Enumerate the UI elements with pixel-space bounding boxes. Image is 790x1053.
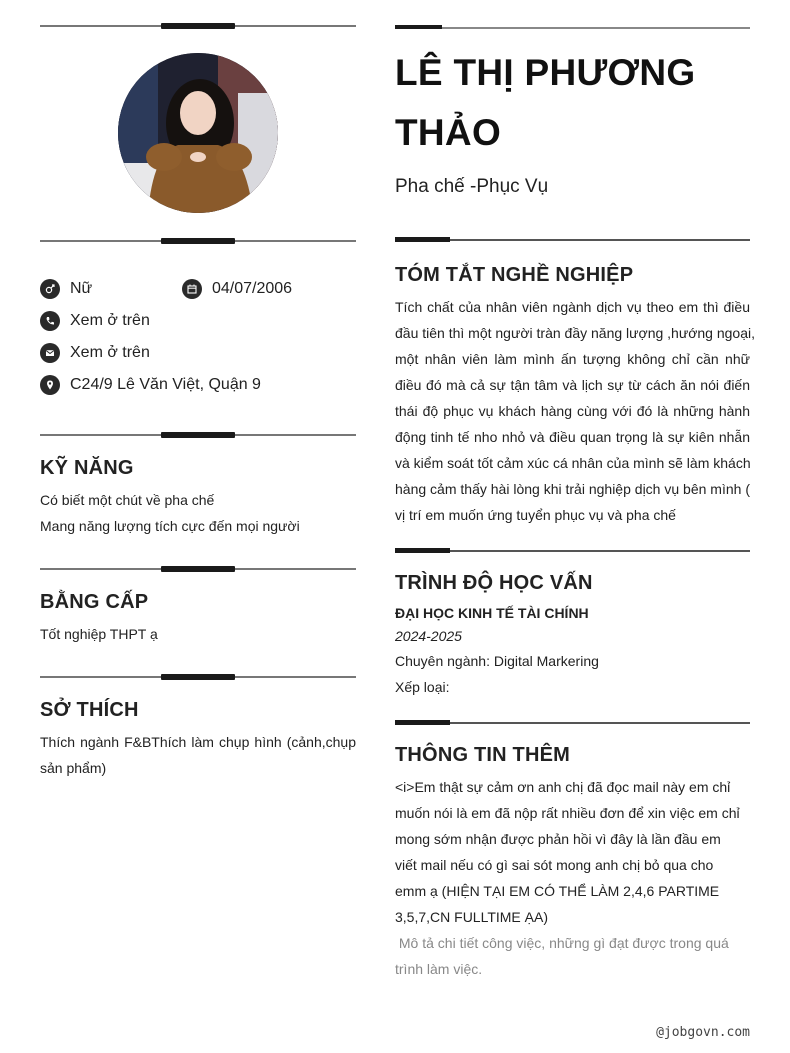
divider <box>395 237 750 242</box>
gender-row <box>40 279 92 299</box>
summary-title: TÓM TẮT NGHỀ NGHIỆP <box>395 264 634 286</box>
gender-value: Nữ <box>70 280 93 297</box>
extra-line: 3,5,7,CN FULLTIME ẠA) <box>395 909 549 925</box>
birthday-row <box>182 279 292 299</box>
footer-watermark: @jobgovn.com <box>656 1025 750 1040</box>
birthday-value: 04/07/2006 <box>212 280 293 297</box>
email-row <box>40 343 150 363</box>
email-value: Xem ở trên <box>70 344 150 361</box>
address-value: C24/9 Lê Văn Việt, Quận 9 <box>70 376 261 393</box>
address-row <box>40 375 261 395</box>
divider <box>40 238 356 244</box>
education-title: TRÌNH ĐỘ HỌC VẤN <box>395 572 593 594</box>
extra-title: THÔNG TIN THÊM <box>395 744 571 766</box>
skills-line: Có biết một chút về pha chế <box>40 492 215 508</box>
summary-line: động tinh tế nho nhỏ và điều quan trọng là sự kiên nhẫn <box>395 429 750 445</box>
hobbies-line: Thích ngành F&BThích làm chụp hình (cảnh,chụp <box>40 734 356 750</box>
full-name-line1: LÊ THỊ PHƯƠNG <box>395 52 696 93</box>
hobbies-title: SỞ THÍCH <box>40 699 139 721</box>
divider <box>40 674 356 680</box>
extra-line: mong sớm nhận được phản hồi vì đây là lần đầu em <box>395 831 721 847</box>
location-icon <box>40 375 60 395</box>
calendar-icon <box>182 279 202 299</box>
divider <box>395 720 750 725</box>
education-major: Chuyên ngành: Digital Markering <box>395 653 599 669</box>
extra-grey-line: trình làm việc. <box>395 961 483 977</box>
job-title: Pha chế -Phục Vụ <box>395 176 549 197</box>
summary-line: vị trí em muốn ứng tuyển phục vụ và pha chế <box>395 507 676 523</box>
extra-line: viết mail nếu có gì sai sót mong anh chị bỏ qua cho <box>395 857 714 873</box>
phone-value: Xem ở trên <box>70 312 150 329</box>
avatar <box>118 53 278 213</box>
phone-icon <box>40 311 60 331</box>
summary-line: hàng cảm thấy hài lòng khi trải nghiệp dịch vụ bên mình ( <box>395 481 750 497</box>
education-years: 2024-2025 <box>395 628 462 644</box>
summary-line: một nhân viên làm mình ấn tượng không chỉ cần nhữ <box>395 351 750 367</box>
summary-line: điều đó mà cả sự tận tâm và lịch sự từ cách ăn nói điến <box>395 377 750 393</box>
phone-row <box>40 311 150 331</box>
summary-line: Tích chất của nhân viên ngành dịch vụ theo em thì điều <box>395 299 750 315</box>
divider <box>395 25 750 30</box>
divider <box>395 548 750 553</box>
skills-line: Mang năng lượng tích cực đến mọi người <box>40 518 300 534</box>
education-school: ĐẠI HỌC KINH TẾ TÀI CHÍNH <box>395 605 589 621</box>
divider <box>40 432 356 438</box>
full-name-line2: THẢO <box>395 112 502 153</box>
divider <box>40 566 356 572</box>
summary-line: và kiểm soát tốt cảm xúc cá nhân của mình sẽ làm khách <box>395 455 751 471</box>
avatar-photo <box>118 53 278 213</box>
extra-grey-line: Mô tả chi tiết công việc, những gì đạt được trong quá <box>395 935 729 951</box>
email-icon <box>40 343 60 363</box>
certificates-title: BẰNG CẤP <box>40 591 149 613</box>
skills-title: KỸ NĂNG <box>40 457 134 479</box>
summary-line: thái độ phục vụ khách hàng cùng với đó là những hành <box>395 403 750 419</box>
summary-line: đầu tiên thì một người tràn đầy năng lượng ,hướng ngoại, <box>395 325 755 341</box>
extra-line: emm ạ (HIỆN TẠI EM CÓ THỂ LÀM 2,4,6 PARTIME <box>395 883 720 899</box>
extra-line: <i>Em thật sự cảm ơn anh chị đã đọc mail này em chỉ <box>395 779 731 795</box>
gender-icon <box>40 279 60 299</box>
education-rank: Xếp loại: <box>395 679 450 695</box>
extra-line: muốn nói là em đã nộp rất nhiều đơn để xin việc em chỉ <box>395 805 740 821</box>
certificates-line: Tốt nghiệp THPT ạ <box>40 626 158 642</box>
divider <box>40 23 356 29</box>
hobbies-line: sản phẩm) <box>40 760 107 776</box>
